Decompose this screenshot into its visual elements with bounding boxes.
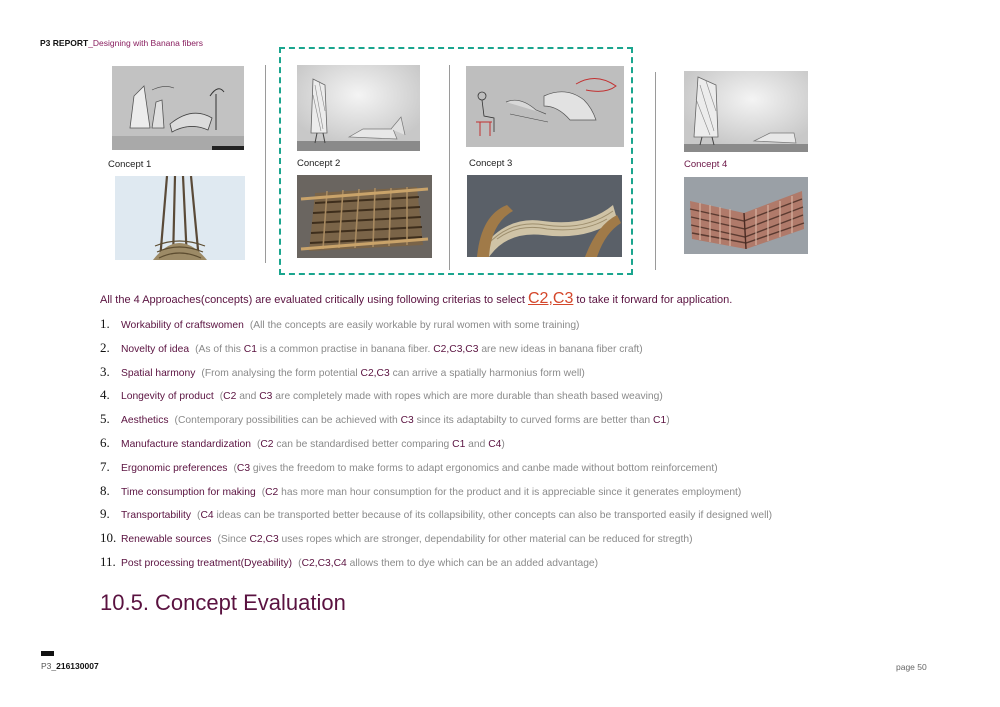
- intro-selected-concepts: C2,C3: [528, 290, 574, 307]
- description-text: uses ropes which are stronger, dependability for other material can be reduced for stregth): [278, 534, 693, 546]
- concept-reference: C4: [488, 439, 502, 450]
- criterion-item: [100, 554, 598, 570]
- concept-reference: C3: [236, 462, 251, 474]
- footer-mark: [41, 651, 54, 656]
- concept-reference: C1: [452, 439, 466, 450]
- concept-reference: C3: [400, 415, 414, 427]
- section-title: 10.5. Concept Evaluation: [100, 590, 346, 615]
- description-text: can be standardised better comparing: [273, 439, 453, 450]
- criterion-number: 4.: [100, 387, 110, 403]
- concept-reference: C2: [260, 439, 274, 450]
- description-text: is a common practise in banana fiber.: [256, 343, 434, 355]
- description-text: allows them to dye which can be an added advantage): [346, 558, 599, 569]
- concept-2-sketch: [297, 65, 420, 151]
- criterion-title: Workability of craftswomen: [121, 320, 244, 331]
- criterion-title: Spatial harmony: [121, 367, 196, 379]
- concept-3-label: Concept 3: [469, 158, 513, 169]
- report-header: [40, 38, 203, 48]
- concept-reference: C2: [265, 486, 279, 498]
- concept-reference: C2,C3,C3: [433, 343, 479, 355]
- concept-reference: C1: [243, 343, 257, 355]
- criterion-item: [100, 483, 741, 499]
- intro-text-before: All the 4 Approaches(concepts) are evaluated critically using following criterias to select: [100, 294, 528, 306]
- criterion-description: [217, 534, 692, 545]
- criterion-description: [262, 487, 742, 498]
- concept-4-label: Concept 4: [684, 159, 728, 170]
- description-text: ): [666, 415, 670, 427]
- intro-text-after: to take it forward for application.: [573, 294, 733, 306]
- description-text: and: [465, 439, 489, 450]
- criterion-description: [257, 439, 505, 450]
- criterion-title: Longevity of product: [121, 391, 214, 403]
- description-text: (All the concepts are easily workable by rural women with some training): [249, 320, 580, 331]
- criterion-title: Aesthetics: [121, 415, 169, 427]
- description-text: (: [298, 558, 302, 569]
- criterion-number: 2.: [100, 339, 110, 355]
- concept-3-photo: [467, 175, 622, 257]
- criterion-description: [250, 320, 580, 331]
- divider-3: [655, 72, 656, 270]
- criterion-number: 5.: [100, 411, 110, 427]
- description-text: has more man hour consumption for the product and it is appreciable since it generates employment): [278, 486, 742, 498]
- description-text: (From analysing the form potential: [201, 367, 361, 379]
- criterion-item: [100, 530, 693, 546]
- footer-id-number: 216130007: [56, 661, 99, 671]
- criterion-description: [175, 415, 670, 426]
- description-text: gives the freedom to make forms to adapt ergonomics and canbe made without bottom reinforcement): [250, 462, 718, 474]
- criterion-number: 11.: [100, 554, 116, 569]
- criterion-description: [197, 510, 772, 521]
- criterion-title: Ergonomic preferences: [121, 462, 228, 474]
- criterion-item: [100, 435, 505, 451]
- criterion-description: [201, 368, 584, 379]
- description-text: are completely made with ropes which are more durable than sheath based weaving): [272, 391, 663, 403]
- description-text: (: [256, 439, 261, 450]
- concept-1-label: Concept 1: [108, 159, 152, 170]
- criterion-title: Transportability: [121, 510, 192, 522]
- criterion-number: 10.: [100, 530, 117, 546]
- criterion-description: [298, 558, 598, 569]
- criterion-title: Manufacture standardization: [121, 439, 251, 450]
- concept-2-label: Concept 2: [297, 158, 341, 169]
- criterion-number: 7.: [100, 458, 110, 474]
- concept-reference: C2: [223, 391, 237, 403]
- criterion-title: Renewable sources: [121, 534, 212, 546]
- concept-reference: C3: [259, 391, 273, 403]
- description-text: (Contemporary possibilities can be achieved with: [174, 415, 401, 427]
- description-text: since its adaptabilty to curved forms are better than: [413, 415, 654, 427]
- criterion-description: [220, 391, 663, 402]
- criterion-number: 9.: [100, 506, 110, 522]
- page-number: page 50: [896, 662, 927, 672]
- criterion-title: Post processing treatment(Dyeability): [121, 558, 293, 569]
- evaluation-intro: [100, 290, 732, 308]
- report-title: P3 REPORT: [40, 38, 89, 48]
- description-text: (: [197, 510, 201, 522]
- description-text: (Since: [217, 534, 250, 546]
- description-text: (As of this: [195, 343, 244, 355]
- criterion-description: [233, 463, 717, 474]
- footer-id-prefix: P3_: [41, 661, 57, 671]
- description-text: ): [501, 439, 505, 450]
- criterion-item: [100, 506, 772, 522]
- criterion-number: 3.: [100, 363, 110, 379]
- description-text: (: [219, 391, 224, 403]
- concept-reference: C2,C3: [249, 534, 279, 546]
- concept-reference: C4: [200, 510, 214, 522]
- description-text: and: [236, 391, 260, 403]
- criterion-item: [100, 387, 663, 403]
- criterion-number: 8.: [100, 482, 110, 498]
- divider-1: [265, 65, 266, 263]
- concept-reference: C1: [653, 415, 667, 427]
- description-text: can arrive a spatially harmonius form well): [389, 367, 585, 379]
- criterion-number: 6.: [100, 435, 110, 450]
- concept-4-sketch: [684, 71, 808, 152]
- concept-2-photo: [297, 175, 432, 258]
- description-text: ideas can be transported better because of its collapsibility, other concepts can also be transported easily if designed well): [213, 510, 773, 522]
- concept-4-photo: [684, 177, 808, 254]
- concept-1-sketch: [112, 66, 244, 150]
- description-text: (: [261, 486, 266, 498]
- concept-3-sketch: [466, 66, 624, 147]
- report-subtitle: _Designing with Banana fibers: [88, 38, 204, 48]
- criterion-title: Novelty of idea: [121, 343, 190, 355]
- criterion-item: [100, 316, 580, 332]
- concept-1-photo: [115, 176, 245, 260]
- criterion-number: 1.: [100, 316, 110, 331]
- concept-reference: C2,C3: [360, 367, 390, 379]
- criterion-item: [100, 340, 643, 356]
- criterion-item: [100, 364, 585, 380]
- criterion-description: [195, 344, 643, 355]
- criterion-item: [100, 459, 718, 475]
- description-text: are new ideas in banana fiber craft): [478, 343, 643, 355]
- footer-id: [41, 661, 99, 671]
- description-text: (: [233, 462, 237, 474]
- concept-reference: C2,C3,C4: [301, 558, 347, 569]
- criterion-title: Time consumption for making: [121, 486, 256, 498]
- divider-2: [449, 65, 450, 270]
- criterion-item: [100, 411, 670, 427]
